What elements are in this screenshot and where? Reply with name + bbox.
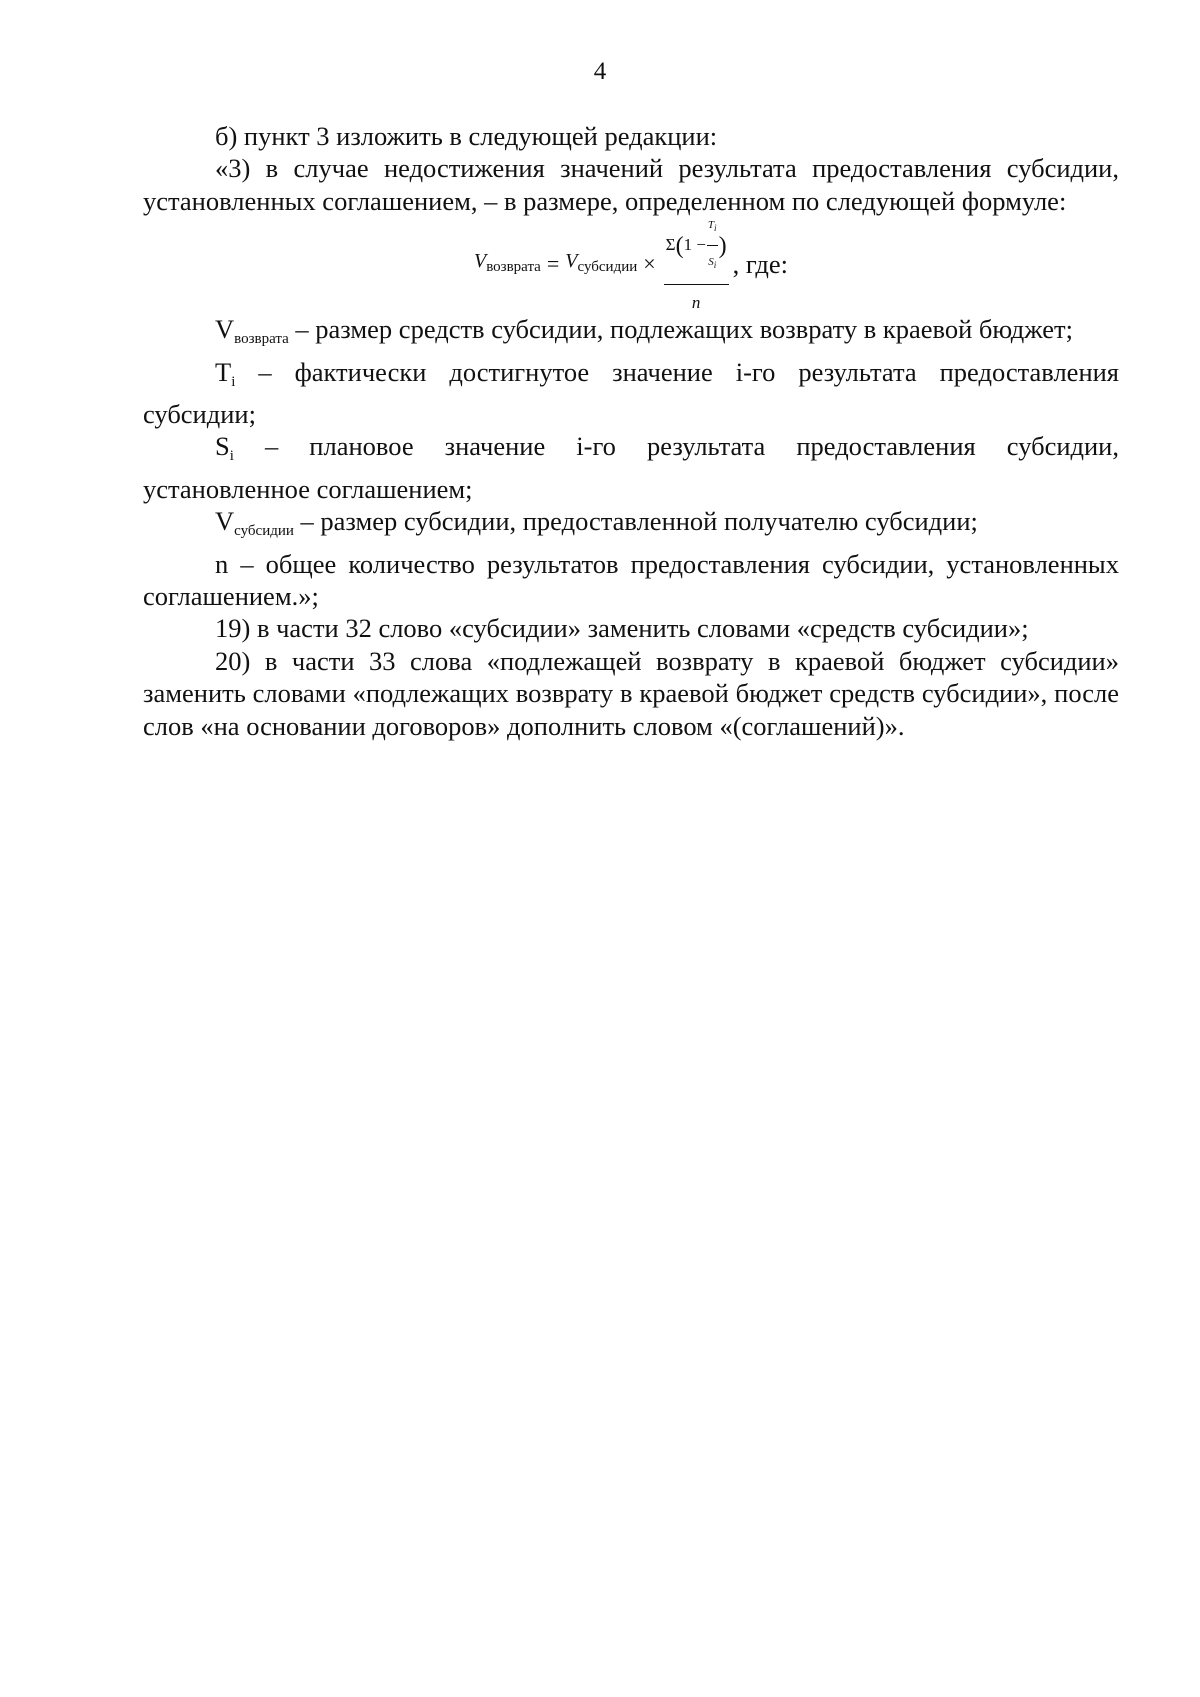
return-formula [143,219,1119,312]
formula-ratio-t-s: $\frac{T_i}{S_i}$ [707,209,718,281]
definition-v-return: $V_{возврата}$ – размер средств субсидии, подлежащих возврату в краевой бюджет; [215,314,1073,348]
paragraph-item-3: «3) в случае недостижения значений результата предоставления субсидии, установленных соглашением, – в размере, определенном по следующей формуле: [143,153,1119,216]
formula-v-subsidy: $V_{субсидии}$ [565,250,638,276]
paragraph-b: б) пункт 3 изложить в следующей редакции: [215,121,718,151]
formula-paren-close: ) [718,232,727,259]
page-number: 4 [593,58,607,85]
formula-sigma: Σ [665,235,676,255]
definition-v-subsidy: $V_{субсидии}$ – размер субсидии, предоставленной получателю субсидии; [215,506,978,540]
formula-denominator: n [691,292,701,312]
formula-equals: = [546,251,560,277]
paragraph-20: 20) в части 33 слова «подлежащей возврату в краевой бюджет субсидии» заменить словами «подлежащих возврату в краевой бюджет средств субсидии», после слов «на основании договоров» дополнить словом «(соглашений)». [143,645,1119,741]
formula-times: × [643,251,656,277]
definition-t: $T_i$ – фактически достигнутое значение i-го результата предоставления субсидии; [143,356,1119,430]
formula-v-return: $V_{возврата}$ [473,250,541,276]
formula-numerator [664,209,729,284]
formula-one-minus: 1 − [683,235,706,255]
definition-n: n – общее количество результатов предоставления субсидии, установленных соглашением.»; [143,548,1119,612]
formula-paren-open: ( [675,232,684,259]
formula-fraction [664,209,729,319]
paragraph-19: 19) в части 32 слово «субсидии» заменить словами «средств субсидии»; [215,613,1029,644]
definition-s: $S_i$ – плановое значение i-го результата предоставления субсидии, установленное соглашением; [143,431,1119,504]
formula-tail: , где: [732,249,789,280]
document-body [143,120,1119,742]
